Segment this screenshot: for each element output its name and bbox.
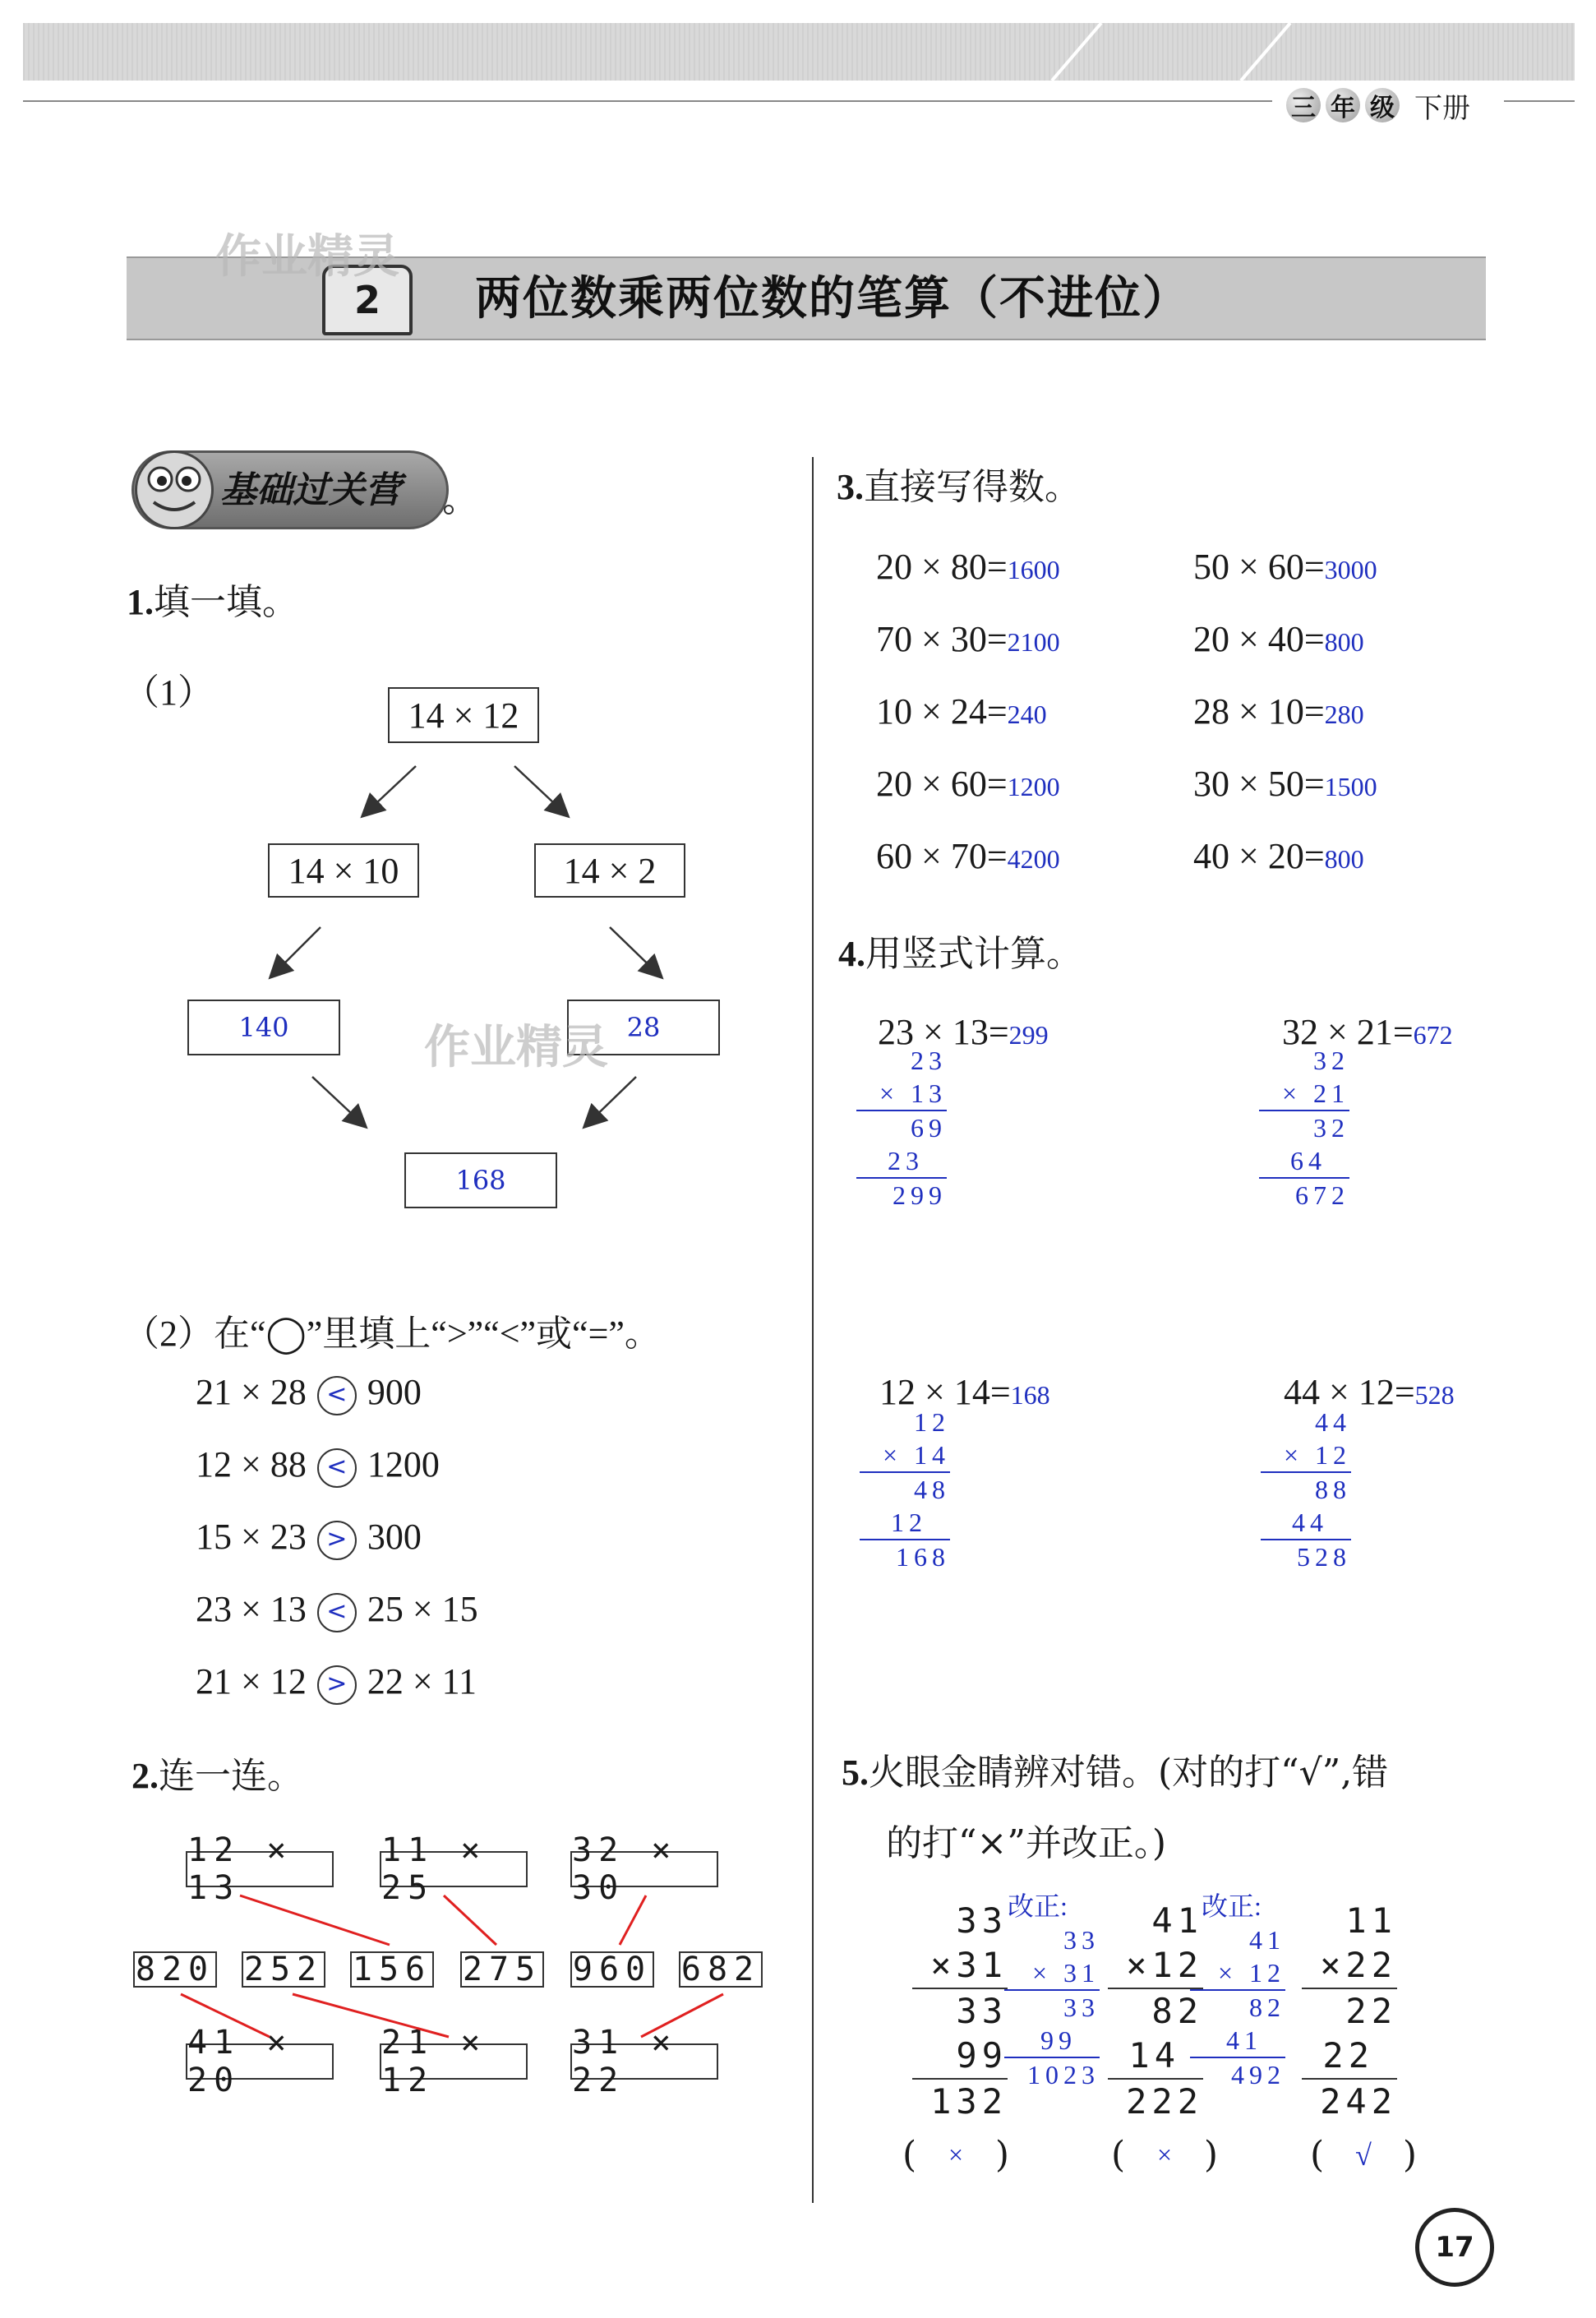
calc-line: 69 xyxy=(911,1113,947,1143)
term-label: 下册 xyxy=(1414,91,1470,125)
q1-part1-label: （1） xyxy=(123,672,214,713)
q3-answer[interactable]: 3000 xyxy=(1324,555,1377,584)
answer-paren xyxy=(1111,2134,1218,2176)
check-calc xyxy=(912,1899,1008,2124)
calc-line: 88 xyxy=(1315,1475,1351,1504)
tree-top-box: 14 × 12 xyxy=(388,687,539,743)
q4-answer[interactable]: 672 xyxy=(1413,1020,1453,1050)
calc-line: 12 xyxy=(914,1407,950,1437)
watermark: 作业精灵 xyxy=(424,1021,608,1074)
tree-left-box: 14 × 10 xyxy=(268,843,419,898)
calc-line: × 31 xyxy=(1004,1956,1100,1991)
q3-expr: 28 × 10= xyxy=(1193,691,1325,732)
q5-text-line2: 的打“×”并改正。) xyxy=(886,1822,1167,1864)
section-title: 基础过关营 xyxy=(220,469,401,511)
q3-number: 3. xyxy=(837,467,864,507)
match-top[interactable]: 12 × 13 xyxy=(186,1851,334,1887)
grade-label xyxy=(1286,85,1470,125)
paren-open: ( xyxy=(1111,2134,1126,2176)
calc-line: 33 xyxy=(956,1991,1008,2031)
calc-line: 32 xyxy=(1313,1046,1349,1075)
vertical-calc xyxy=(1259,1044,1349,1212)
calc-line: 23 xyxy=(856,1144,947,1179)
paren-close: ) xyxy=(1203,2134,1218,2176)
compare-sign[interactable]: < xyxy=(317,1376,357,1415)
match-mid[interactable]: 252 xyxy=(242,1951,325,1988)
q4-answer[interactable]: 528 xyxy=(1414,1380,1455,1410)
match-mid[interactable]: 682 xyxy=(679,1951,763,1988)
q3-answer[interactable]: 2100 xyxy=(1007,627,1060,657)
header-rule-right xyxy=(1504,100,1575,102)
calc-result: 242 xyxy=(1320,2081,1397,2122)
compare-right: 22 × 11 xyxy=(367,1661,477,1702)
tree-right-box: 14 × 2 xyxy=(534,843,685,898)
answer-paren xyxy=(902,2134,1009,2176)
calc-result: 1023 xyxy=(1027,2060,1100,2089)
calc-line: × 21 xyxy=(1259,1077,1349,1111)
check-calc xyxy=(1302,1899,1397,2124)
calc-line: 99 xyxy=(1004,2024,1100,2058)
calc-line: 12 xyxy=(860,1506,950,1540)
calc-result: 528 xyxy=(1297,1542,1351,1572)
match-top[interactable]: 32 × 30 xyxy=(570,1851,718,1887)
tree-total-answer[interactable]: 168 xyxy=(404,1152,557,1208)
q1-number: 1. xyxy=(127,582,154,622)
calc-line: × 13 xyxy=(856,1077,947,1111)
calc-line: 14 xyxy=(1108,2034,1203,2080)
fix-label: 改正: xyxy=(1202,1891,1262,1921)
q3-answer[interactable]: 800 xyxy=(1324,627,1364,657)
q2-number: 2. xyxy=(131,1756,159,1796)
calc-line: 82 xyxy=(1249,1992,1285,2022)
q3-expr: 20 × 60= xyxy=(876,764,1008,804)
match-mid[interactable]: 820 xyxy=(133,1951,217,1988)
fix-calc xyxy=(1190,1923,1285,2091)
q3-item xyxy=(876,690,1047,732)
calc-line: 41 xyxy=(1249,1925,1285,1955)
column-divider xyxy=(812,457,814,2203)
q3-expr: 60 × 70= xyxy=(876,836,1008,876)
q3-expr: 20 × 80= xyxy=(876,547,1008,587)
compare-right: 900 xyxy=(367,1372,422,1412)
calc-result: 132 xyxy=(930,2081,1008,2122)
q4-title xyxy=(838,924,1082,977)
calc-line: 44 xyxy=(1261,1506,1351,1540)
q5-text-line1: 火眼金睛辨对错。(对的打“√”,错 xyxy=(869,1752,1389,1794)
vertical-calc xyxy=(856,1044,947,1212)
header-decor xyxy=(1019,23,1315,81)
q3-expr: 50 × 60= xyxy=(1193,547,1325,587)
calc-result: 168 xyxy=(896,1542,950,1572)
calc-line: 11 xyxy=(1345,1900,1397,1941)
judge-mark[interactable]: × xyxy=(948,2140,964,2169)
q3-item xyxy=(876,546,1060,588)
calc-line: 64 xyxy=(1259,1144,1349,1179)
match-mid[interactable]: 960 xyxy=(570,1951,654,1988)
calc-line: ×31 xyxy=(912,1943,1008,1989)
q3-expr: 30 × 50= xyxy=(1193,764,1325,804)
q4-expr: 44 × 12= xyxy=(1284,1372,1415,1412)
answer-paren xyxy=(1310,2134,1417,2176)
match-top[interactable]: 11 × 25 xyxy=(380,1851,528,1887)
calc-result: 672 xyxy=(1295,1180,1349,1210)
compare-right: 300 xyxy=(367,1517,422,1557)
calc-line: ×12 xyxy=(1108,1943,1203,1989)
calc-line: × 12 xyxy=(1190,1956,1285,1991)
q4-answer[interactable]: 299 xyxy=(1008,1020,1049,1050)
q3-item xyxy=(1193,618,1364,660)
page-number: 17 xyxy=(1415,2208,1494,2287)
calc-line: 48 xyxy=(914,1475,950,1504)
calc-result: 492 xyxy=(1231,2060,1285,2089)
q3-answer[interactable]: 800 xyxy=(1324,844,1364,874)
calc-line: ×22 xyxy=(1302,1943,1397,1989)
q5-number: 5. xyxy=(842,1752,869,1793)
compare-left: 15 × 23 xyxy=(196,1517,307,1557)
calc-line: 44 xyxy=(1315,1407,1351,1437)
lesson-number: 2 xyxy=(322,265,413,335)
compare-left: 21 × 28 xyxy=(196,1372,307,1412)
q4-answer[interactable]: 168 xyxy=(1010,1380,1050,1410)
compare-left: 12 × 88 xyxy=(196,1444,307,1485)
judge-mark[interactable]: √ xyxy=(1355,2138,1372,2172)
q3-expr: 20 × 40= xyxy=(1193,619,1325,659)
grade-char: 级 xyxy=(1365,88,1400,122)
q3-answer[interactable]: 240 xyxy=(1007,700,1047,729)
calc-line: 22 xyxy=(1302,2034,1397,2080)
q3-answer[interactable]: 1600 xyxy=(1007,555,1060,584)
grade-char: 三 xyxy=(1286,88,1321,122)
watermark: 作业精灵 xyxy=(215,230,399,284)
compare-left: 23 × 13 xyxy=(196,1589,307,1629)
tree-left-answer[interactable]: 140 xyxy=(187,1000,340,1055)
q1-text: 填一填。 xyxy=(154,581,298,623)
q3-item xyxy=(1193,690,1364,732)
match-bottom[interactable]: 31 × 22 xyxy=(570,2043,718,2080)
q3-item xyxy=(876,835,1060,877)
calc-line: 32 xyxy=(1313,1113,1349,1143)
q3-answer[interactable]: 1500 xyxy=(1324,772,1377,801)
fix-calc xyxy=(1004,1923,1100,2091)
tree-right-answer[interactable]: 28 xyxy=(567,1000,720,1055)
match-bottom[interactable]: 21 × 12 xyxy=(380,2043,528,2080)
calc-line: 41 xyxy=(1190,2024,1285,2058)
paren-open: ( xyxy=(1310,2134,1325,2176)
compare-right: 1200 xyxy=(367,1444,440,1485)
calc-result: 222 xyxy=(1126,2081,1203,2122)
q4-expr: 12 × 14= xyxy=(879,1372,1011,1412)
q3-item xyxy=(876,618,1060,660)
compare-sign[interactable]: < xyxy=(317,1448,357,1488)
paren-close: ) xyxy=(1402,2134,1417,2176)
q4-number: 4. xyxy=(838,934,865,974)
q5-title xyxy=(842,1743,1388,1795)
compare-sign[interactable]: > xyxy=(317,1665,357,1705)
vertical-calc xyxy=(1261,1406,1351,1573)
q3-expr: 10 × 24= xyxy=(876,691,1008,732)
q1-part2-label: （2）在“◯”里填上“>”“<”或“=”。 xyxy=(123,1314,661,1354)
fix-label: 改正: xyxy=(1008,1891,1068,1921)
vertical-calc xyxy=(860,1406,950,1573)
judge-mark[interactable]: × xyxy=(1156,2140,1173,2169)
page-title: 两位数乘两位数的笔算（不进位） xyxy=(475,272,1190,326)
q2-text: 连一连。 xyxy=(159,1755,303,1797)
grade-char: 年 xyxy=(1326,88,1360,122)
paren-open: ( xyxy=(902,2134,917,2176)
check-calc xyxy=(1108,1899,1203,2124)
q3-expr: 70 × 30= xyxy=(876,619,1008,659)
calc-line: 33 xyxy=(956,1900,1008,1941)
q3-text: 直接写得数。 xyxy=(864,466,1081,508)
q3-expr: 40 × 20= xyxy=(1193,836,1325,876)
paren-close: ) xyxy=(994,2134,1009,2176)
calc-line: 99 xyxy=(912,2034,1008,2080)
calc-line: 33 xyxy=(1063,1992,1100,2022)
calc-line: × 12 xyxy=(1261,1438,1351,1473)
calc-line: 33 xyxy=(1063,1925,1100,1955)
match-mid[interactable]: 156 xyxy=(350,1951,434,1988)
q3-title xyxy=(837,457,1081,510)
q3-item xyxy=(1193,546,1377,588)
q3-answer[interactable]: 280 xyxy=(1324,700,1364,729)
calc-line: 22 xyxy=(1345,1991,1397,2031)
match-mid[interactable]: 275 xyxy=(460,1951,544,1988)
compare-sign[interactable]: < xyxy=(317,1593,357,1632)
calc-line: 82 xyxy=(1151,1991,1203,2031)
q3-answer[interactable]: 1200 xyxy=(1007,772,1060,801)
q3-item xyxy=(876,763,1060,805)
match-bottom[interactable]: 41 × 20 xyxy=(186,2043,334,2080)
compare-right: 25 × 15 xyxy=(367,1589,478,1629)
q4-expr: 23 × 13= xyxy=(878,1012,1009,1052)
calc-result: 299 xyxy=(893,1180,947,1210)
calc-line: 41 xyxy=(1151,1900,1203,1941)
match-lines xyxy=(0,0,822,2137)
compare-left: 21 × 12 xyxy=(196,1661,307,1702)
compare-sign[interactable]: > xyxy=(317,1521,357,1560)
q3-item xyxy=(1193,763,1377,805)
q3-item xyxy=(1193,835,1364,877)
calc-line: 23 xyxy=(911,1046,947,1075)
q4-expr: 32 × 21= xyxy=(1282,1012,1414,1052)
calc-line: × 14 xyxy=(860,1438,950,1473)
q4-text: 用竖式计算。 xyxy=(865,933,1082,975)
q3-answer[interactable]: 4200 xyxy=(1007,844,1060,874)
